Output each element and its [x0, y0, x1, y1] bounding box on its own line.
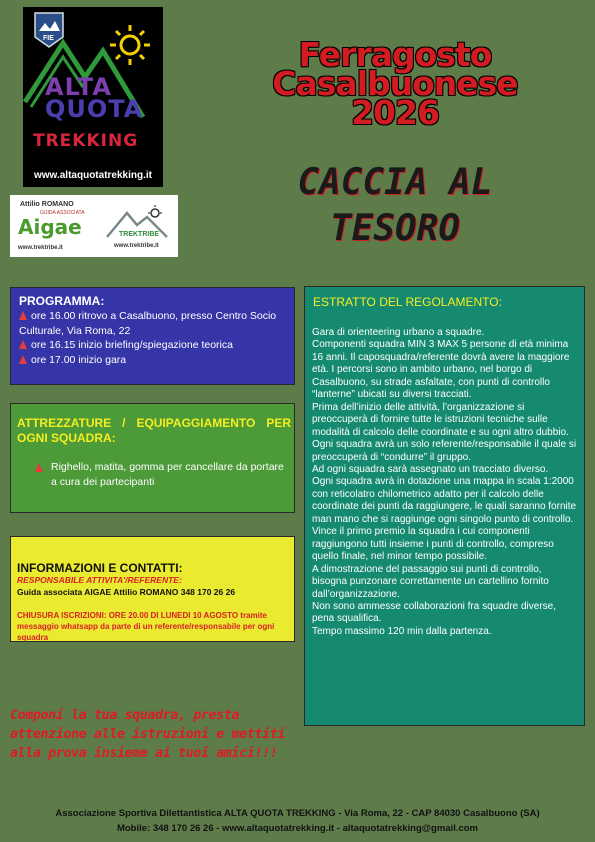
list-item: [19, 353, 289, 368]
chiusura-iscrizioni: CHIUSURA ISCRIZIONI: ORE 20.00 DI LUNEDI 10 AGOSTO tramite messaggio whatsapp da parte di un referente/responsabile per ogni squadra: [17, 611, 275, 642]
attrezzature-item: Righello, matita, gomma per cancellare da portare a cura dei partecipanti: [51, 461, 284, 488]
regolamento-paragraph: Ad ogni squadra sarà assegnato un tracciato diverso.: [312, 463, 549, 475]
regolamento-heading: ESTRATTO DEL REGOLAMENTO:: [313, 295, 502, 309]
logo-wordmark: [45, 75, 163, 121]
regolamento-paragraph: Componenti squadra MIN 3 MAX 5 persone di età minima 16 anni. Il caposquadra/referente dovrà avere la maggiore età. I percorsi sono in ambito urbano, nel borgo di Casalbuono, su strade asfaltate, con punti di controllo “lanterne” ubicati su diversi tracciati.: [312, 339, 570, 401]
triangle-bullet-icon: [19, 311, 27, 320]
regolamento-paragraph: Vince il primo premio la squadra i cui componenti raggiungono tutti insieme i punti di controllo, compreso quello finale, nel minor tempo possibile.: [312, 526, 554, 563]
guide-tag: GUIDA ASSOCIATA: [40, 210, 85, 216]
programma-item-text: ore 17.00 inizio gara: [31, 353, 127, 366]
list-item: [19, 309, 289, 338]
regolamento-paragraph: Ogni squadra avrà un solo referente/responsabile il quale si preoccuperà di “condurre” il gruppo.: [312, 439, 577, 463]
logo-trekking: TREKKING: [33, 131, 139, 151]
logo-alta: ALTA: [45, 73, 112, 101]
guide-name: Attilio ROMANO: [20, 201, 74, 208]
regolamento-paragraph: Non sono ammesse collaborazioni fra squadre diverse, pena squalifica.: [312, 600, 557, 625]
programma-item-text: ore 16.00 ritrovo a Casalbuono, presso Centro Socio Culturale, Via Roma, 22: [19, 310, 277, 337]
title-line-1: Ferragosto: [298, 35, 492, 74]
triangle-bullet-icon: [19, 355, 27, 364]
aigae-logo: Aigae: [18, 215, 82, 239]
triangle-bullet-icon: [19, 340, 27, 349]
programma-box: [10, 287, 295, 385]
programma-list: [19, 309, 289, 367]
alta-quota-logo: [23, 7, 163, 187]
trektribe-logo: [105, 205, 171, 241]
attrezzature-box: [10, 403, 295, 513]
title-line-2: Casalbuonese: [272, 64, 518, 103]
regolamento-paragraph: A dimostrazione del passaggio sui punti di controllo, bisogna punzonare correttamente un cartellino fornito dall’organizzazione.: [312, 563, 549, 600]
programma-item-text: ore 16.15 inizio briefing/spiegazione teorica: [31, 339, 233, 351]
guida-contact: Guida associata AIGAE Attilio ROMANO 348 170 26 26: [17, 587, 236, 597]
footer-contacts: Mobile: 348 170 26 26 - www.altaquotatrekking.it - altaquotatrekking@gmail.com: [116, 823, 479, 834]
regolamento-box: [304, 286, 585, 726]
programma-heading: PROGRAMMA:: [19, 294, 105, 308]
sun-icon: [110, 25, 150, 65]
responsabile-label: RESPONSABILE ATTIVITA'/REFERENTE:: [17, 575, 182, 585]
subtitle-line-1: CACCIA AL: [297, 162, 493, 203]
subtitle-line-2: TESORO: [329, 208, 461, 249]
triangle-bullet-icon: [35, 463, 43, 472]
regolamento-paragraph: Gara di orienteering urbano a squadre.: [312, 327, 485, 338]
regolamento-paragraph: Prima dell’inizio delle attività, l’organizzazione si preoccuperà di fornire tutte le istruzioni tecniche sulle modalità di calcolo delle coordinate e su ogni altro dubbio.: [312, 401, 569, 438]
informazioni-heading: INFORMAZIONI E CONTATTI:: [17, 561, 183, 575]
guide-url-left: www.trektribe.it: [18, 245, 63, 251]
logo-quota: QUOTA: [45, 95, 144, 123]
slogan: Componi la tua squadra, presta attenzione alle istruzioni e mettiti alla prova insieme ai tuoi amici!!!: [10, 708, 286, 761]
informazioni-box: [10, 536, 295, 642]
fie-label: FIE: [43, 35, 54, 42]
guide-url-right: www.trektribe.it: [114, 243, 159, 249]
event-subtitle: [230, 160, 560, 252]
attrezzature-heading: ATTREZZATURE / EQUIPAGGIAMENTO PER OGNI SQUADRA:: [17, 416, 291, 445]
regolamento-paragraph: Tempo massimo 120 min dalla partenza.: [312, 625, 492, 637]
footer-address: Associazione Sportiva Dilettantistica ALTA QUOTA TREKKING - Via Roma, 22 - CAP 84030 Casalbuono (SA): [55, 808, 540, 819]
logo-website: www.altaquotatrekking.it: [34, 170, 152, 181]
trektribe-word: TREKTRIBE: [119, 231, 160, 238]
title-line-3: 2026: [351, 93, 439, 132]
regolamento-paragraph: Ogni squadra avrà in dotazione una mappa in scala 1:2000 con reticolatro chilometrico adatto per il calcolo delle coordinate dei punti da raggiungere, le quali saranno fornite man mano che si raggiunge ogni singolo punto di controllo.: [312, 476, 577, 525]
guide-logo: [10, 195, 178, 257]
list-item: [19, 338, 289, 353]
regolamento-body: [312, 327, 578, 638]
event-title: [210, 35, 580, 132]
